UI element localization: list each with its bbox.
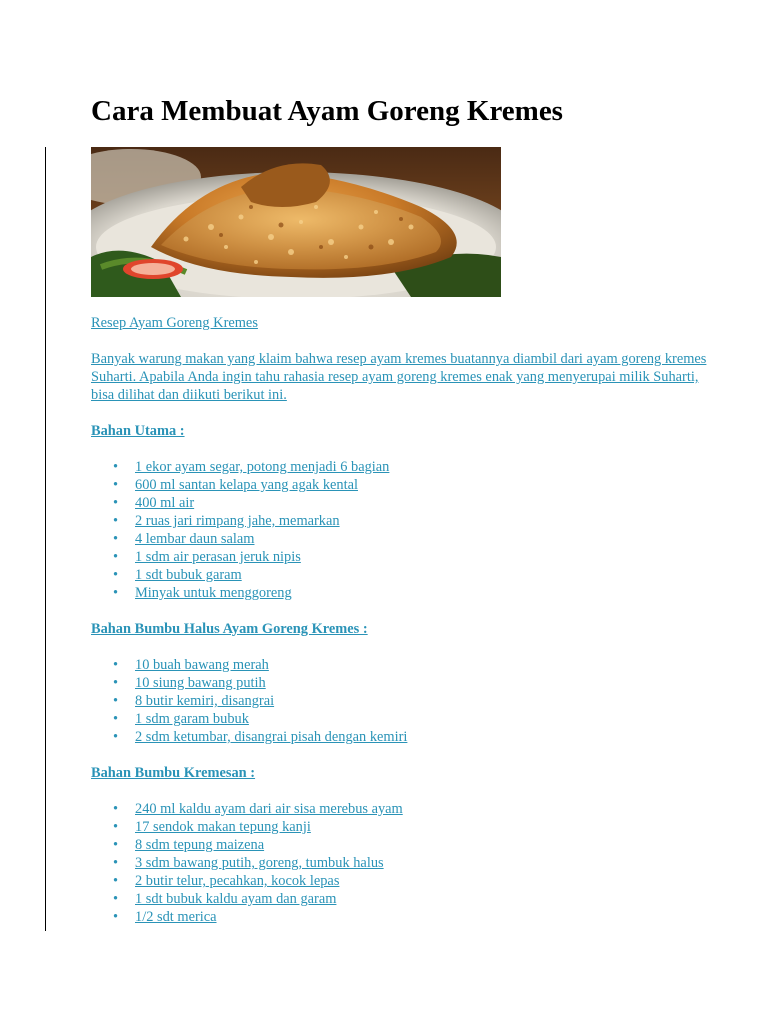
list-item[interactable]: • 2 butir telur, pecahkan, kocok lepas — [113, 873, 340, 889]
list-item[interactable]: • 8 sdm tepung maizena — [113, 837, 265, 853]
list-item[interactable]: • 10 buah bawang merah — [113, 657, 269, 673]
ingredient-list-bahan-utama — [91, 458, 711, 602]
list-item[interactable]: • 400 ml air — [113, 495, 195, 511]
recipe-content — [91, 314, 711, 926]
recipe-link[interactable]: Resep Ayam Goreng Kremes — [91, 315, 258, 331]
fried-chicken-photo — [91, 147, 501, 297]
list-item[interactable]: • 2 ruas jari rimpang jahe, memarkan — [113, 513, 340, 529]
list-item[interactable]: • 17 sendok makan tepung kanji — [113, 819, 311, 835]
list-item[interactable]: • 2 sdm ketumbar, disangrai pisah dengan kemiri — [113, 729, 408, 745]
list-item[interactable]: • 240 ml kaldu ayam dari air sisa merebus ayam — [113, 801, 403, 817]
ingredient-list-bumbu-kremesan — [91, 800, 711, 926]
list-item[interactable]: • 10 siung bawang putih — [113, 675, 266, 691]
list-item[interactable]: • 3 sdm bawang putih, goreng, tumbuk halus — [113, 855, 384, 871]
list-item[interactable]: • 8 butir kemiri, disangrai — [113, 693, 275, 709]
list-item[interactable]: • Minyak untuk menggoreng — [113, 585, 292, 601]
list-item[interactable]: • 600 ml santan kelapa yang agak kental — [113, 477, 358, 493]
section-heading-bahan-utama[interactable]: Bahan Utama : — [91, 423, 185, 439]
intro-paragraph[interactable]: Banyak warung makan yang klaim bahwa resep ayam kremes buatannya diambil dari ayam goreng kremes Suharti. Apabila Anda ingin tahu rahasia resep ayam goreng kremes enak yang menyerupai milik Suharti, bisa dilihat dan diikuti berikut ini. — [91, 351, 707, 403]
list-item[interactable]: • 1 sdm air perasan jeruk nipis — [113, 549, 301, 565]
left-margin-rule — [45, 147, 46, 931]
list-item[interactable]: • 1 sdt bubuk kaldu ayam dan garam — [113, 891, 337, 907]
page-title: Cara Membuat Ayam Goreng Kremes — [91, 95, 563, 127]
list-item[interactable]: • 1/2 sdt merica — [113, 909, 217, 925]
ingredient-list-bumbu-halus — [91, 656, 711, 746]
section-heading-bumbu-halus[interactable]: Bahan Bumbu Halus Ayam Goreng Kremes : — [91, 621, 368, 637]
list-item[interactable]: • 1 sdt bubuk garam — [113, 567, 242, 583]
list-item[interactable]: • 4 lembar daun salam — [113, 531, 255, 547]
section-heading-bumbu-kremesan[interactable]: Bahan Bumbu Kremesan : — [91, 765, 256, 781]
list-item[interactable]: • 1 ekor ayam segar, potong menjadi 6 bagian — [113, 459, 390, 475]
list-item[interactable]: • 1 sdm garam bubuk — [113, 711, 249, 727]
